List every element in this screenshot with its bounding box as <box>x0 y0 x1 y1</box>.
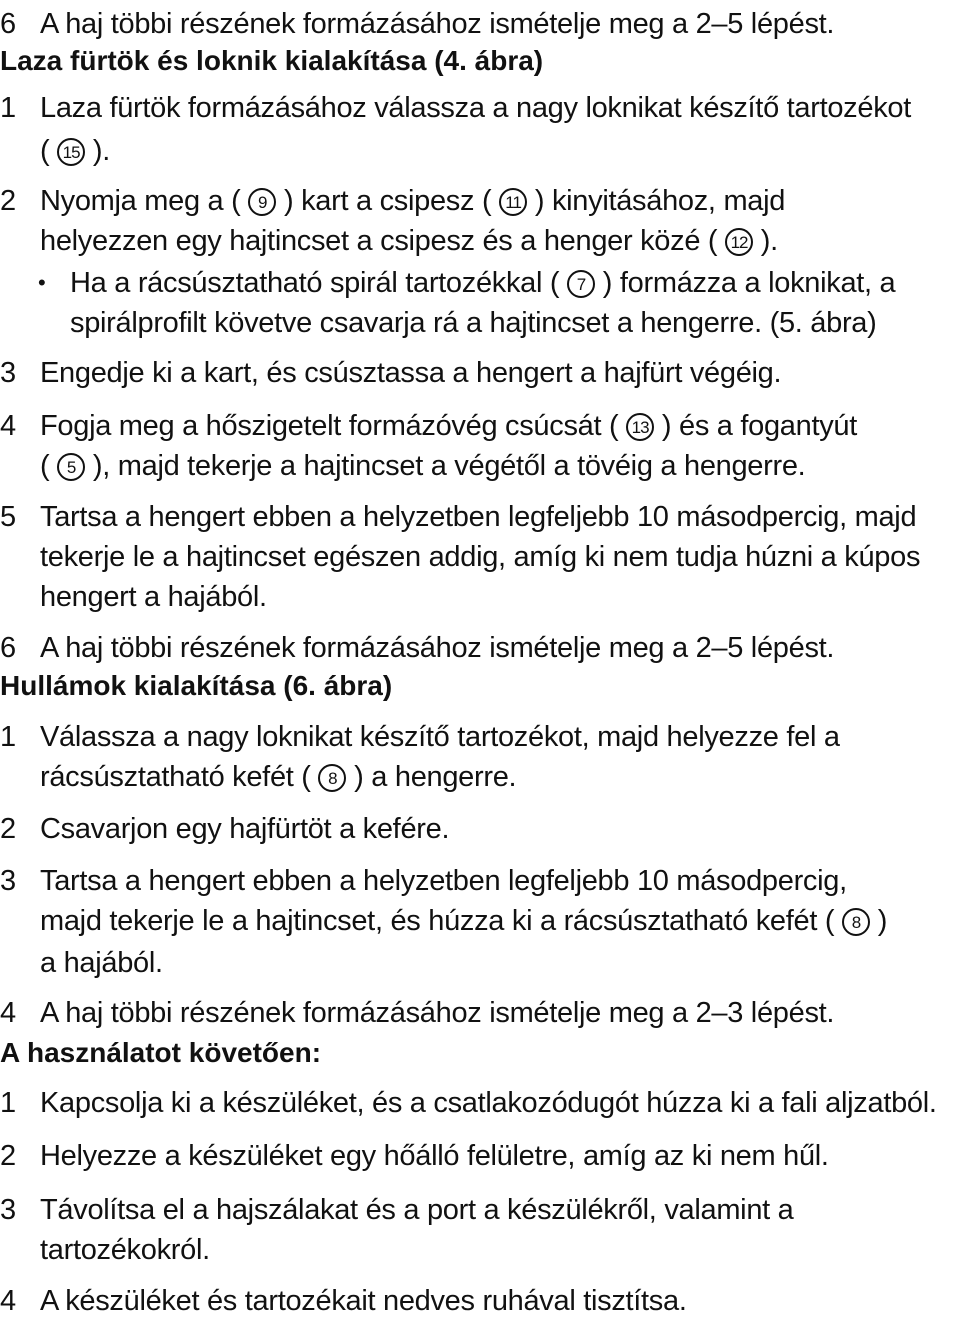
text-run: Laza fürtök formázásához válassza a nagy loknikat készítő tartozékot <box>40 92 911 124</box>
line-text <box>40 806 449 852</box>
part-number-badge: 15 <box>57 138 85 166</box>
part-number-badge: 9 <box>248 188 276 216</box>
line-text <box>40 898 887 944</box>
text-run: ), majd tekerje a hajtincset a végétől a tövéig a hengerre. <box>85 450 806 482</box>
line-text <box>40 218 778 264</box>
text-run: majd tekerje le a hajtincset, és húzza ki a rácsúsztatható kefét ( <box>40 905 842 937</box>
line-text <box>40 754 516 800</box>
section-heading: Hullámok kialakítása (6. ábra) <box>0 670 393 701</box>
line-text <box>40 1133 829 1179</box>
step-number: 3 <box>0 865 16 897</box>
step-number: 2 <box>0 185 16 217</box>
text-run: ( <box>40 450 58 482</box>
text-run: Tartsa a hengert ebben a helyzetben legfeljebb 10 másodpercig, <box>40 865 847 897</box>
part-number-badge: 8 <box>318 764 346 792</box>
text-run: a hajából. <box>40 947 163 979</box>
line-text <box>40 1278 687 1324</box>
text-run: ( <box>40 135 58 167</box>
text-run: ) és a fogantyút <box>654 410 857 442</box>
step-number: 4 <box>0 997 16 1029</box>
step-number: 3 <box>0 1194 16 1226</box>
step-number: 6 <box>0 8 16 40</box>
text-run: hengert a hajából. <box>40 581 267 613</box>
part-number-badge: 7 <box>567 270 595 298</box>
line-text <box>40 940 163 986</box>
text-run: Távolítsa el a hajszálakat és a port a készülékről, valamint a <box>40 1194 794 1226</box>
text-run: Kapcsolja ki a készüléket, és a csatlakozódugót húzza ki a fali aljzatból. <box>40 1087 937 1119</box>
part-number-badge: 11 <box>499 188 527 216</box>
step-number: 2 <box>0 813 16 845</box>
text-run: Csavarjon egy hajfürtöt a kefére. <box>40 813 450 845</box>
line-text <box>40 443 805 489</box>
text-run: helyezzen egy hajtincset a csipesz és a henger közé ( <box>40 225 726 257</box>
text-run: ) kinyitásához, majd <box>527 185 786 217</box>
line-text <box>40 85 911 131</box>
step-number: 4 <box>0 1285 16 1317</box>
text-run: Nyomja meg a ( <box>40 185 249 217</box>
step-number: 6 <box>0 632 16 664</box>
text-run: Ha a rácsúsztatható spirál tartozékkal ( <box>70 267 568 299</box>
part-number-badge: 5 <box>57 453 85 481</box>
step-number: 1 <box>0 1087 16 1119</box>
text-run: rácsúsztatható kefét ( <box>40 761 319 793</box>
text-run: A haj többi részének formázásához ismételje meg a 2–5 lépést. <box>40 8 835 40</box>
text-run: Tartsa a hengert ebben a helyzetben legfeljebb 10 másodpercig, majd <box>40 501 917 533</box>
text-run: ) formázza a loknikat, a <box>595 267 896 299</box>
text-run: A készüléket és tartozékait nedves ruhával tisztítsa. <box>40 1285 687 1317</box>
text-run: ) kart a csipesz ( <box>276 185 500 217</box>
step-number: 1 <box>0 721 16 753</box>
part-number-badge: 12 <box>725 228 753 256</box>
line-text <box>40 350 781 396</box>
text-run: tartozékokról. <box>40 1234 210 1266</box>
text-run: ) <box>869 905 888 937</box>
line-text <box>70 300 877 346</box>
text-run: spirálprofilt követve csavarja rá a hajtincset a hengerre. (5. ábra) <box>70 307 877 339</box>
text-run: Válassza a nagy loknikat készítő tartozékot, majd helyezze fel a <box>40 721 840 753</box>
step-number: 1 <box>0 92 16 124</box>
text-run: Engedje ki a kart, és csúsztassa a hengert a hajfürt végéig. <box>40 357 782 389</box>
step-number: 2 <box>0 1140 16 1172</box>
step-number: 3 <box>0 357 16 389</box>
text-run: Fogja meg a hőszigetelt formázóvég csúcsát ( <box>40 410 627 442</box>
bullet-icon: • <box>38 270 46 295</box>
section-heading: Laza fürtök és loknik kialakítása (4. ábra) <box>0 45 544 76</box>
line-text <box>40 1227 210 1273</box>
text-run: ). <box>753 225 778 257</box>
part-number-badge: 13 <box>626 413 654 441</box>
line-text <box>40 128 110 174</box>
part-number-badge: 8 <box>842 908 870 936</box>
text-run: A haj többi részének formázásához ismételje meg a 2–5 lépést. <box>40 632 835 664</box>
text-run: tekerje le a hajtincset egészen addig, amíg ki nem tudja húzni a kúpos <box>40 541 921 573</box>
text-run: ). <box>85 135 110 167</box>
line-text <box>40 574 267 620</box>
text-run: ) a hengerre. <box>346 761 517 793</box>
text-run: Helyezze a készüléket egy hőálló felületre, amíg az ki nem hűl. <box>40 1140 829 1172</box>
step-number: 4 <box>0 410 16 442</box>
text-run: A haj többi részének formázásához ismételje meg a 2–3 lépést. <box>40 997 835 1029</box>
section-heading: A használatot követően: <box>0 1037 322 1068</box>
line-text <box>40 1080 937 1126</box>
step-number: 5 <box>0 501 16 533</box>
